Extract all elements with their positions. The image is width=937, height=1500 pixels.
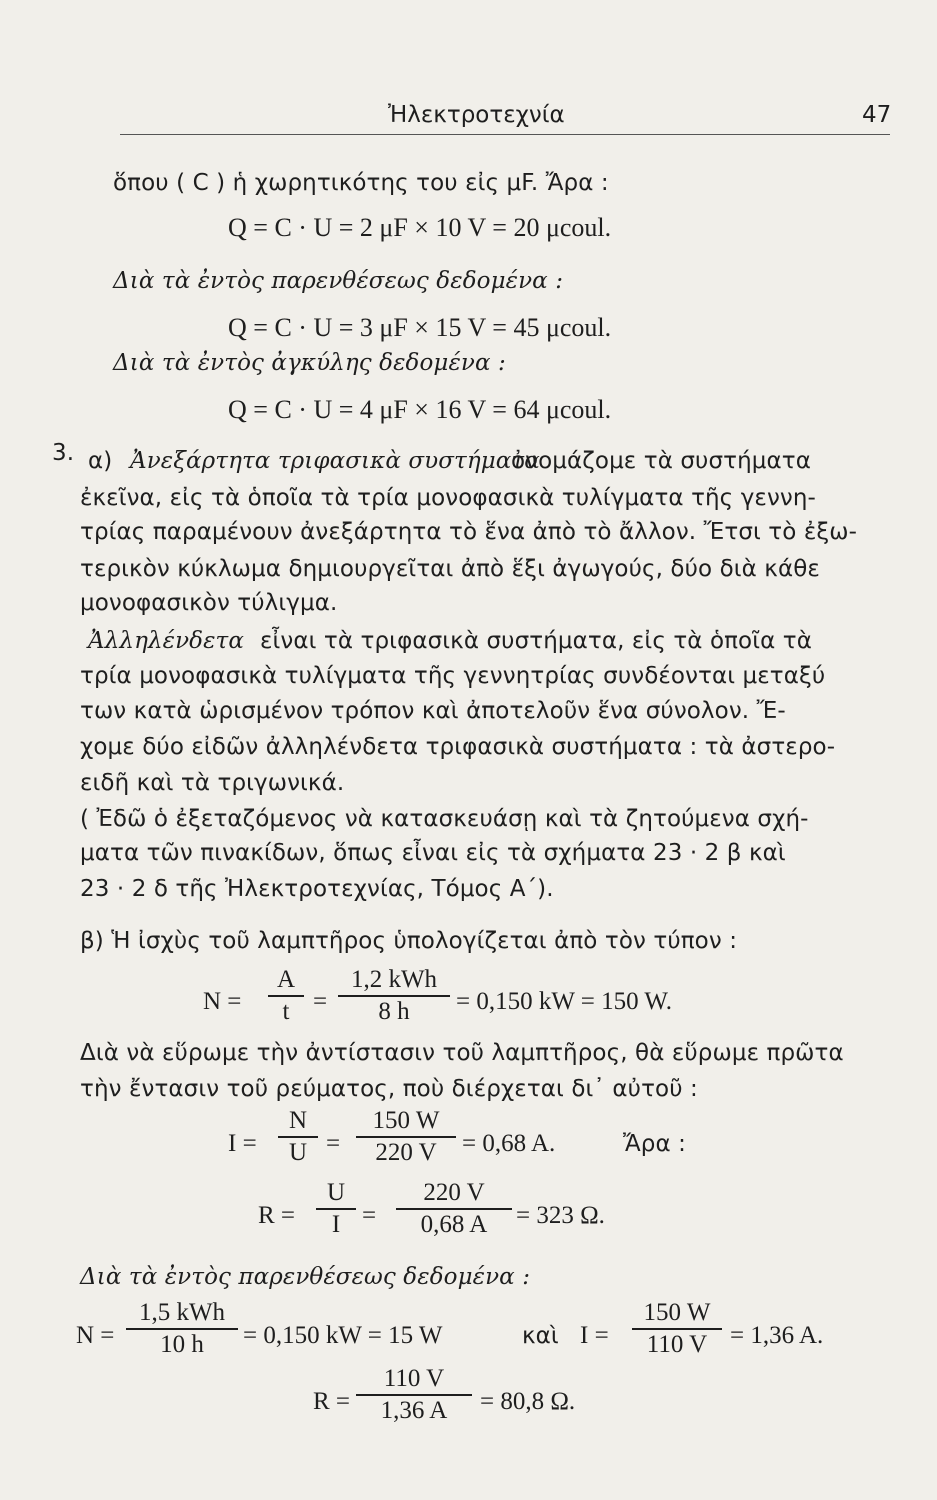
numerator: 1,5 kWh <box>138 1299 226 1326</box>
fraction <box>278 1108 318 1166</box>
text-line: μονοφασικὸν τύλιγμα. <box>80 590 338 616</box>
fraction-bar <box>356 1136 456 1138</box>
text-line: ειδῆ καὶ τὰ τριγωνικά. <box>80 770 345 796</box>
denominator: 8 h <box>378 997 410 1025</box>
page-number: 47 <box>862 102 892 128</box>
fraction-bar <box>396 1208 512 1210</box>
formula-lhs: N = <box>76 1322 115 1349</box>
numerator: 110 V <box>383 1365 445 1392</box>
fraction-bar <box>356 1394 472 1396</box>
fraction <box>396 1180 512 1238</box>
conjunction: καὶ <box>522 1323 559 1349</box>
numerator: U <box>326 1179 346 1206</box>
formula-rhs: = 0,68 A. <box>462 1130 556 1157</box>
formula-rhs: = 80,8 Ω. <box>480 1388 576 1415</box>
numerator: 150 W <box>372 1107 440 1134</box>
fraction-bar <box>268 995 304 997</box>
formula-rhs: = 0,150 kW = 15 W <box>243 1322 443 1349</box>
text-line: 23 · 2 δ τῆς Ἠλεκτροτεχνίας, Τόμος Α΄). <box>80 876 554 902</box>
formula-lhs: I = <box>228 1130 257 1157</box>
text-line: τερικὸν κύκλωμα δημιουργεῖται ἀπὸ ἕξι ἀγωγούς, δύο διὰ κάθε <box>80 556 820 582</box>
text-line: τρίας παραμένουν ἀνεξάρτητα τὸ ἕνα ἀπὸ τὸ ἄλλον. Ἔτσι τὸ ἐξω- <box>80 519 858 545</box>
denominator: 220 V <box>375 1138 437 1166</box>
denominator: U <box>288 1138 308 1166</box>
italic-heading: Διὰ τὰ ἐντὸς παρενθέσεως δεδομένα : <box>80 1264 531 1290</box>
text-line: χομε δύο εἰδῶν ἀλληλένδετα τριφασικὰ συστήματα : τὰ ἀστερο- <box>80 734 836 760</box>
equation-line: Q = C · U = 3 μF × 15 V = 45 μcoul. <box>228 313 612 342</box>
text-line: β) Ἡ ἰσχὺς τοῦ λαμπτῆρος ὑπολογίζεται ἀπὸ τὸν τύπον : <box>80 928 738 954</box>
equals-sign: = <box>362 1202 377 1229</box>
fraction <box>126 1300 238 1358</box>
running-header-title: Ἠλεκτροτεχνία <box>388 102 565 128</box>
equals-sign: = <box>313 988 328 1015</box>
text-line: ( Ἐδῶ ὁ ἐξεταζόμενος νὰ κατασκευάσῃ καὶ τὰ ζητούμενα σχή- <box>80 806 809 832</box>
fraction-bar <box>278 1136 318 1138</box>
fraction-bar <box>126 1328 238 1330</box>
text-line: ὅπου ( C ) ἡ χωρητικότης του εἰς μF. Ἄρα : <box>113 170 609 196</box>
numerator: 150 W <box>643 1299 711 1326</box>
denominator: 1,36 A <box>380 1396 448 1424</box>
text-line: τρία μονοφασικὰ τυλίγματα τῆς γεννητρίας συνδέονται μεταξύ <box>80 663 826 689</box>
numerator: N <box>288 1107 308 1134</box>
denominator: 10 h <box>160 1330 204 1358</box>
term-italic: Ἀλληλένδετα <box>88 628 244 654</box>
section-number: 3. <box>52 440 75 466</box>
formula-rhs: = 1,36 A. <box>730 1322 824 1349</box>
italic-heading: Διὰ τὰ ἐντὸς ἀγκύλης δεδομένα : <box>113 350 506 376</box>
italic-heading: Διὰ τὰ ἐντὸς παρενθέσεως δεδομένα : <box>113 268 564 294</box>
term-italic: Ἀνεξάρτητα τριφασικὰ συστήματα <box>130 448 540 474</box>
numerator: 220 V <box>423 1179 485 1206</box>
fraction-bar <box>316 1208 356 1210</box>
denominator: 110 V <box>646 1330 708 1358</box>
formula-lhs: N = <box>203 988 242 1015</box>
fraction <box>356 1108 456 1166</box>
numerator: A <box>276 966 296 993</box>
text-line: ὀνομάζομε τὰ συστήματα <box>511 448 811 474</box>
fraction <box>268 967 304 1025</box>
fraction <box>632 1300 722 1358</box>
text-inline: Ἄρα : <box>623 1131 687 1157</box>
formula-lhs: R = <box>313 1388 351 1415</box>
text-line: τὴν ἔντασιν τοῦ ρεύματος, ποὺ διέρχεται δι᾿ αὐτοῦ : <box>80 1076 698 1102</box>
text-line: Διὰ νὰ εὕρωμε τὴν ἀντίστασιν τοῦ λαμπτῆρος, θὰ εὕρωμε πρῶτα <box>80 1040 844 1066</box>
text-line: εἶναι τὰ τριφασικὰ συστήματα, εἰς τὰ ὁποῖα τὰ <box>260 628 812 654</box>
equals-sign: = <box>326 1130 341 1157</box>
item-label: α) <box>88 448 113 474</box>
formula-rhs: = 323 Ω. <box>516 1202 605 1229</box>
formula-lhs: R = <box>258 1202 296 1229</box>
equation-line: Q = C · U = 4 μF × 16 V = 64 μcoul. <box>228 395 612 424</box>
formula-lhs: I = <box>580 1322 609 1349</box>
fraction-bar <box>632 1328 722 1330</box>
text-line: ματα τῶν πινακίδων, ὅπως εἶναι εἰς τὰ σχήματα 23 · 2 β καὶ <box>80 840 786 866</box>
fraction <box>316 1180 356 1238</box>
formula-rhs: = 0,150 kW = 150 W. <box>456 988 672 1015</box>
text-line: των κατὰ ὡρισμένον τρόπον καὶ ἀποτελοῦν ἕνα σύνολον. Ἔ- <box>80 698 786 724</box>
fraction <box>356 1366 472 1424</box>
denominator: I <box>331 1210 341 1238</box>
denominator: t <box>282 997 290 1025</box>
numerator: 1,2 kWh <box>350 966 438 993</box>
denominator: 0,68 A <box>420 1210 488 1238</box>
fraction <box>338 967 450 1025</box>
header-rule <box>120 134 890 135</box>
equation-line: Q = C · U = 2 μF × 10 V = 20 μcoul. <box>228 213 612 242</box>
fraction-bar <box>338 995 450 997</box>
text-line: ἐκεῖνα, εἰς τὰ ὁποῖα τὰ τρία μονοφασικὰ τυλίγματα τῆς γεννη- <box>80 485 816 511</box>
